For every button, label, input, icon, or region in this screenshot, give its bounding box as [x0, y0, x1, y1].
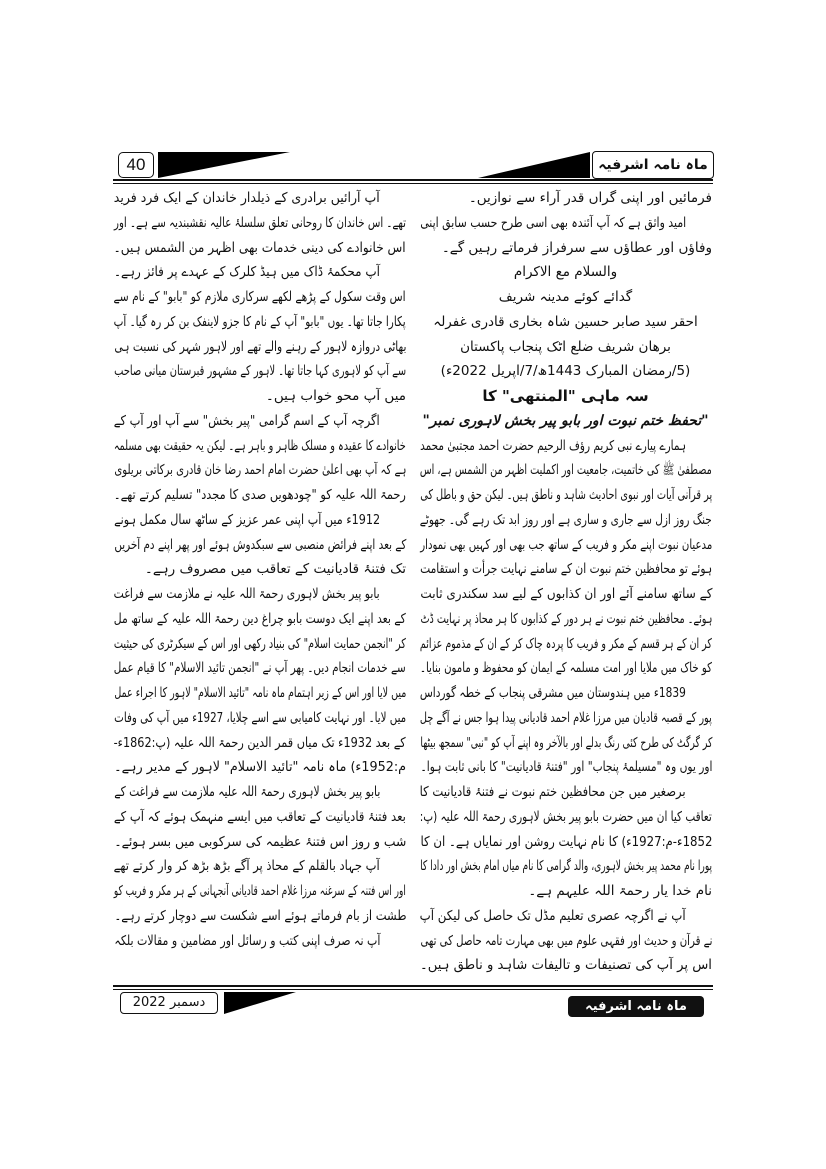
text-line-content: ہمارے پیارے نبی کریم رؤف الرحیم حضرت احمد مجتبیٰ محمد — [419, 437, 686, 454]
text-line-content: والسلام مع الاکرام — [513, 264, 618, 281]
text-line — [419, 260, 712, 285]
text-line — [113, 904, 406, 929]
text-line — [419, 731, 712, 756]
text-line-content: م:1952ء) ماہ نامہ "تائید الاسلام" لاہور کے مدیر رہے۔ — [113, 759, 406, 776]
footer-wedge — [224, 992, 296, 1014]
text-line — [419, 656, 712, 681]
text-line — [113, 755, 406, 780]
text-line — [113, 458, 406, 483]
text-line-content: ہے کہ آپ بھی اعلیٰ حضرت امام احمد رضا خان قادری برکاتی بریلوی — [113, 462, 406, 479]
text-line-content: آپ نے اگرچہ عصری تعلیم مڈل تک حاصل کی لیکن آپ — [419, 907, 686, 924]
text-line — [113, 508, 406, 533]
text-line-content: نام خدا یار رحمۃ اللہ علیہم ہے۔ — [528, 883, 712, 899]
text-line-content: آپ محکمۂ ڈاک میں ہیڈ کلرک کے عہدے پر فائز رہے۔ — [114, 264, 380, 281]
text-line — [419, 285, 712, 310]
text-line-content: فرمائیں اور اپنی گراں قدر آراء سے نوازیں۔ — [468, 190, 712, 206]
text-line-content: سے خدمات انجام دیں۔ پھر آپ نے "انجمن تائید الاسلام" کا قیام عمل — [113, 660, 406, 677]
text-line-content: خانوادے کا عقیدہ و مسلک ظاہر و باہر ہے۔ لیکن یہ حقیقت بھی مسلمہ — [114, 437, 406, 454]
text-line-content: کے بعد 1932ء تک میاں قمر الدین رحمۃ اللہ علیہ (پ:1862ء- — [113, 734, 406, 751]
text-line — [113, 384, 406, 409]
text-line-content: ہوئے تو محافظین ختم نبوت ان کے سامنے نہایت جرأت و استقامت — [420, 561, 712, 578]
page-number: 40 — [118, 152, 154, 178]
text-line — [419, 953, 712, 978]
text-line — [419, 359, 712, 384]
text-line — [113, 582, 406, 607]
text-line — [113, 805, 406, 830]
text-line — [419, 904, 712, 929]
section-heading — [419, 409, 712, 434]
text-line — [419, 681, 712, 706]
text-line — [419, 236, 712, 261]
issue-date: دسمبر 2022 — [120, 992, 218, 1014]
text-line — [113, 335, 406, 360]
text-line-content: اس پر آپ کی تصنیفات و تالیفات شاہد و ناطق ہیں۔ — [419, 957, 712, 974]
text-line-content: نے قرآن و حدیث اور فقہی علوم میں بھی مہارت تامہ حاصل کی تھی — [419, 932, 712, 949]
text-line — [419, 805, 712, 830]
text-line-content: مصطفیٰ ﷺ کی خاتمیت، جامعیت اور اکملیت اظہر من الشمس ہے، اس — [420, 462, 712, 479]
text-line-content: مدعیان نبوت اپنے مکر و فریب کے ساتھ جب بھی اور کہیں بھی نمودار — [419, 536, 712, 553]
text-line — [113, 879, 406, 904]
text-line — [419, 508, 712, 533]
text-line-content: 1912ء میں آپ اپنی عمر عزیز کے ساٹھ سال مکمل ہونے — [113, 511, 380, 528]
text-line-content: اس خانوادے کی دینی خدمات بھی اظہر من الشمس ہیں۔ — [114, 239, 406, 256]
text-line-content: (5/رمضان المبارک 1443ھ/7/اپریل 2022ء) — [440, 363, 691, 380]
text-line — [419, 830, 712, 855]
text-line-content: پورا نام محمد پیر بخش لاہوری، والد گرامی کا نام میاں امام بخش اور دادا کا — [420, 858, 712, 875]
header-wedge-right — [478, 152, 590, 178]
text-line — [113, 310, 406, 335]
text-line — [113, 731, 406, 756]
text-line-content: جنگ روز ازل سے جاری و ساری ہے اور روز ابد تک رہے گی۔ جھوٹے — [419, 511, 712, 528]
text-line — [419, 458, 712, 483]
text-line-content: میں لایا۔ اور نہایت کامیابی سے اسے چلایا، 1927ء میں آپ کی وفات — [114, 709, 406, 726]
text-line — [113, 780, 406, 805]
text-line-content: کر گرگٹ کی طرح کئی رنگ بدلے اور بالآخر وہ اپنے آپ کو "نبی" سمجھ بیٹھا — [419, 734, 712, 751]
text-line-content: وفاؤں اور عطاؤں سے سرفراز فرماتے رہیں گے۔ — [441, 239, 712, 256]
text-line — [113, 557, 406, 582]
text-line — [113, 434, 406, 459]
text-line — [113, 706, 406, 731]
text-line-content: برھان شریف ضلع اٹک پنجاب پاکستان — [460, 338, 671, 355]
text-line — [419, 879, 712, 904]
text-line — [419, 780, 712, 805]
text-line — [113, 607, 406, 632]
left-column — [113, 186, 406, 953]
section-heading — [419, 384, 712, 409]
text-line-content: پور کے قصبہ قادیان میں مرزا غلام احمد قادیانی پیدا ہوا جس نے آگے چل — [420, 709, 712, 726]
text-line-content: اور یوں وہ "مسیلمۂ پنجاب" اور "فتنۂ قادیانیت" کا بانی ثابت ہوا۔ — [420, 759, 712, 776]
text-line-content: تھے۔ اس خاندان کا روحانی تعلق سلسلۂ عالیہ نقشبندیہ سے ہے۔ اور — [114, 214, 406, 231]
footer-rule-thin — [113, 989, 713, 990]
text-line — [113, 632, 406, 657]
text-line-content: رحمۃ اللہ علیہ کو "چودھویں صدی کا مجدد" تسلیم کرتے تھے۔ — [114, 487, 406, 503]
text-line — [113, 186, 406, 211]
text-line-content: بابو پیر بخش لاہوری رحمۃ اللہ علیہ ملازمت سے فراغت کے — [113, 784, 380, 800]
text-line — [419, 582, 712, 607]
text-line — [419, 755, 712, 780]
text-line — [113, 359, 406, 384]
text-line — [419, 929, 712, 954]
text-line — [419, 706, 712, 731]
text-line-content: پکارا جاتا تھا۔ یوں "بابو" آپ کے نام کا جزو لاینفک بن کر رہ گیا۔ آپ — [114, 313, 406, 330]
text-line-content: "تحفظ ختم نبوت اور بابو پیر بخش لاہوری نمبر" — [422, 412, 709, 429]
text-line — [419, 335, 712, 360]
text-line — [419, 186, 712, 211]
header-wedge-left — [158, 152, 290, 178]
text-line — [419, 854, 712, 879]
text-line — [419, 607, 712, 632]
text-line-content: آپ آرائیں برادری کے ذیلدار خاندان کے ایک فرد فرید — [114, 190, 380, 206]
text-line — [419, 632, 712, 657]
text-line-content: تعاقب کیا ان میں حضرت بابو پیر بخش لاہوری رحمۃ اللہ علیہ (پ: — [420, 808, 712, 825]
header-rule-thin — [113, 183, 713, 184]
text-line — [113, 236, 406, 261]
header-rule — [113, 179, 713, 181]
footer-rule — [113, 985, 713, 987]
text-line — [113, 830, 406, 855]
text-line — [419, 211, 712, 236]
text-line-content: امید واثق ہے کہ آپ آئندہ بھی اسی طرح حسب سابق اپنی — [420, 214, 686, 231]
text-line-content: بھاٹی دروازہ لاہور کے رہنے والے تھے اور لاہور شہر کی نسبت ہی — [114, 338, 406, 355]
text-line — [419, 533, 712, 558]
text-line-content: تک فتنۂ قادیانیت کے تعاقب میں مصروف رہے۔ — [144, 561, 406, 578]
text-line-content: بابو پیر بخش لاہوری رحمۃ اللہ علیہ نے ملازمت سے فراغت — [113, 586, 380, 602]
text-line-content: سہ ماہی "المنتھی" کا — [482, 387, 649, 405]
text-line — [113, 409, 406, 434]
footer-magazine-title: ماہ نامہ اشرفیہ — [568, 996, 704, 1017]
text-line-content: آپ جہاد بالقلم کے محاذ پر آگے بڑھ بڑھ کر وار کرتے تھے — [113, 858, 380, 875]
text-line — [113, 260, 406, 285]
text-line-content: کر ان کے ہر قسم کے مکر و فریب کا پردہ چاک کر کے ان کے مذموم عزائم — [420, 635, 712, 652]
text-line — [113, 483, 406, 508]
text-line — [419, 434, 712, 459]
text-line-content: کے بعد اپنے فرائض منصبی سے سبکدوش ہوئے اور پھر اپنے دم آخریں — [113, 536, 406, 553]
text-line-content: ہوئے۔ محافظین ختم نبوت نے ہر دور کے کذابوں کا ہر محاذ پر نہایت ڈٹ — [420, 610, 712, 627]
text-line-content: کو خاک میں ملایا اور امت مسلمہ کے ایمان کو محفوظ و مامون بنایا۔ — [420, 660, 712, 677]
text-line — [113, 854, 406, 879]
text-line-content: میں آپ محو خواب ہیں۔ — [265, 388, 406, 404]
text-line-content: بعد فتنۂ قادیانیت کے تعاقب میں ایسے منہمک ہوئے کہ آپ کے — [114, 808, 406, 825]
text-line-content: 1852ء-م:1927ء) کا نام نہایت روشن اور نمایاں ہے۔ ان کا — [419, 833, 712, 850]
text-line-content: اس وقت سکول کے پڑھے لکھے سرکاری ملازم کو "بابو" کے نام سے — [114, 289, 406, 305]
text-line — [113, 533, 406, 558]
text-line — [113, 681, 406, 706]
right-column — [419, 186, 712, 978]
text-line-content: طشت از بام فرماتے ہوئے اسے شکست سے دوچار کرتے رہے۔ — [113, 907, 406, 924]
magazine-title: ماہ نامہ اشرفیہ — [592, 151, 714, 179]
text-line-content: کے بعد اپنے ایک دوست بابو چراغ دین رحمۃ اللہ علیہ کے ساتھ مل — [114, 610, 406, 627]
text-line — [419, 483, 712, 508]
text-line-content: احقر سید صابر حسین شاہ بخاری قادری غفرلہ — [433, 313, 698, 330]
text-line-content: اور اس فتنہ کے سرغنہ مرزا غلام احمد قادیانی آنجہانی کے ہر مکر و فریب کو — [114, 883, 406, 899]
text-line-content: میں لایا اور اس کے زیر اہتمام ماہ نامہ "تائید الاسلام" لاہور کا اجراء عمل — [114, 685, 406, 701]
text-line-content: آپ نہ صرف اپنی کتب و رسائل اور مضامین و مقالات بلکہ — [113, 932, 380, 949]
text-line-content: کر "انجمن حمایت اسلام" کی بنیاد رکھی اور اس کے سیکرٹری کی حیثیت — [113, 635, 406, 652]
text-line-content: اگرچہ آپ کے اسم گرامی "پیر بخش" سے آپ اور آپ کے — [114, 412, 380, 429]
text-line — [113, 285, 406, 310]
text-line — [113, 211, 406, 236]
text-line-content: پر قرآنی آیات اور نبوی احادیث شاہد و ناطق ہیں۔ لیکن حق و باطل کی — [419, 487, 712, 503]
text-line — [419, 310, 712, 335]
text-line-content: سے آپ کو لاہوری کہا جاتا تھا۔ لاہور کے مشہور قبرستان میانی صاحب — [114, 363, 406, 380]
text-line-content: برصغیر میں جن محافظین ختم نبوت نے فتنۂ قادیانیت کا — [419, 784, 686, 800]
text-line — [419, 557, 712, 582]
text-line — [113, 656, 406, 681]
text-line-content: کے ساتھ سامنے آئے اور ان کذابوں کے لیے سد سکندری ثابت — [420, 586, 712, 602]
text-line — [113, 929, 406, 954]
text-line-content: شب و روز اس فتنۂ عظیمہ کی سرکوبی میں بسر ہوئے۔ — [114, 833, 406, 850]
text-line-content: 1839ء میں ہندوستان میں مشرقی پنجاب کے خطہ گورداس — [419, 685, 686, 701]
text-line-content: گدائے کوئے مدینہ شریف — [498, 289, 633, 305]
